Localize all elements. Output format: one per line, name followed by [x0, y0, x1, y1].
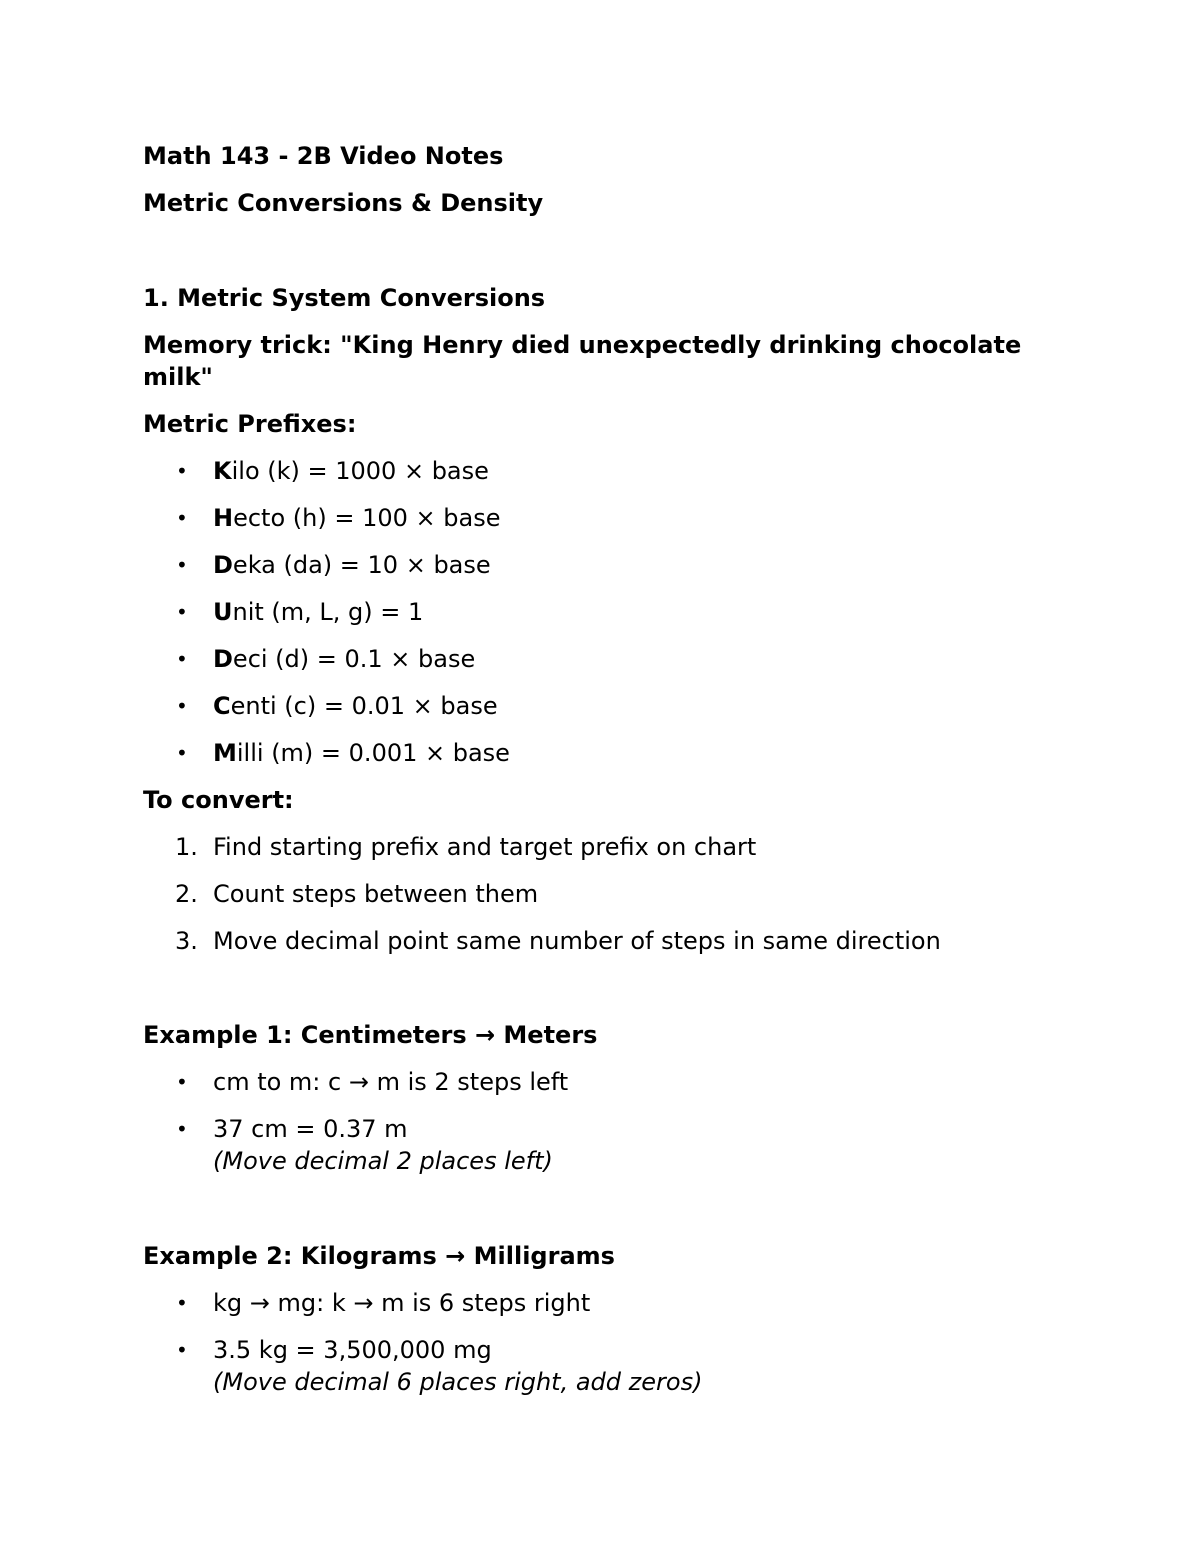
- bullet-icon: •: [176, 459, 188, 483]
- course-title: Math 143 - 2B Video Notes: [143, 142, 504, 170]
- list-item: • Deka (da) = 10 × base: [176, 551, 491, 579]
- bullet-icon: •: [176, 694, 188, 718]
- list-item: 1. Find starting prefix and target prefix on chart: [175, 833, 757, 861]
- bullet-icon: •: [176, 1117, 188, 1141]
- list-item: • Milli (m) = 0.001 × base: [176, 739, 510, 767]
- example1-heading: Example 1: Centimeters → Meters: [143, 1021, 598, 1049]
- example2-note: (Move decimal 6 places right, add zeros): [213, 1368, 703, 1396]
- list-item: • Centi (c) = 0.01 × base: [176, 692, 498, 720]
- document-page: [143, 140, 1043, 1398]
- prefixes-list: [143, 455, 1043, 769]
- bullet-icon: •: [176, 741, 188, 765]
- convert-heading: To convert:: [143, 786, 294, 814]
- steps-list: [143, 831, 1043, 957]
- list-item: • 3.5 kg = 3,500,000 mg (Move decimal 6 places right, add zeros): [143, 1334, 1043, 1398]
- memory-trick-line1: Memory trick: "King Henry died unexpectedly drinking chocolate: [143, 331, 1022, 359]
- list-item: • kg → mg: k → m is 6 steps right: [176, 1289, 591, 1317]
- list-item: • Deci (d) = 0.1 × base: [176, 645, 476, 673]
- list-item: • cm to m: c → m is 2 steps left: [176, 1068, 569, 1096]
- list-item: • 37 cm = 0.37 m (Move decimal 2 places left): [143, 1113, 1043, 1177]
- bullet-icon: •: [176, 1291, 188, 1315]
- example1-note: (Move decimal 2 places left): [213, 1147, 553, 1175]
- topic-title: Metric Conversions & Density: [143, 189, 544, 217]
- bullet-icon: •: [176, 506, 188, 530]
- memory-trick: [143, 329, 1023, 393]
- memory-trick-line2: milk": [143, 363, 213, 391]
- prefixes-heading: Metric Prefixes:: [143, 410, 357, 438]
- example1-list: [143, 1066, 1043, 1177]
- bullet-icon: •: [176, 1070, 188, 1094]
- list-item: • Kilo (k) = 1000 × base: [176, 457, 489, 485]
- example2-list: [143, 1287, 1043, 1398]
- bullet-icon: •: [176, 1338, 188, 1362]
- list-item: • Hecto (h) = 100 × base: [176, 504, 501, 532]
- example2-heading: Example 2: Kilograms → Milligrams: [143, 1242, 615, 1270]
- bullet-icon: •: [176, 647, 188, 671]
- bullet-icon: •: [176, 553, 188, 577]
- list-item: • Unit (m, L, g) = 1: [176, 598, 424, 626]
- section1-heading: 1. Metric System Conversions: [143, 284, 546, 312]
- list-item: 3. Move decimal point same number of steps in same direction: [175, 927, 941, 955]
- bullet-icon: •: [176, 600, 188, 624]
- list-item: 2. Count steps between them: [175, 880, 539, 908]
